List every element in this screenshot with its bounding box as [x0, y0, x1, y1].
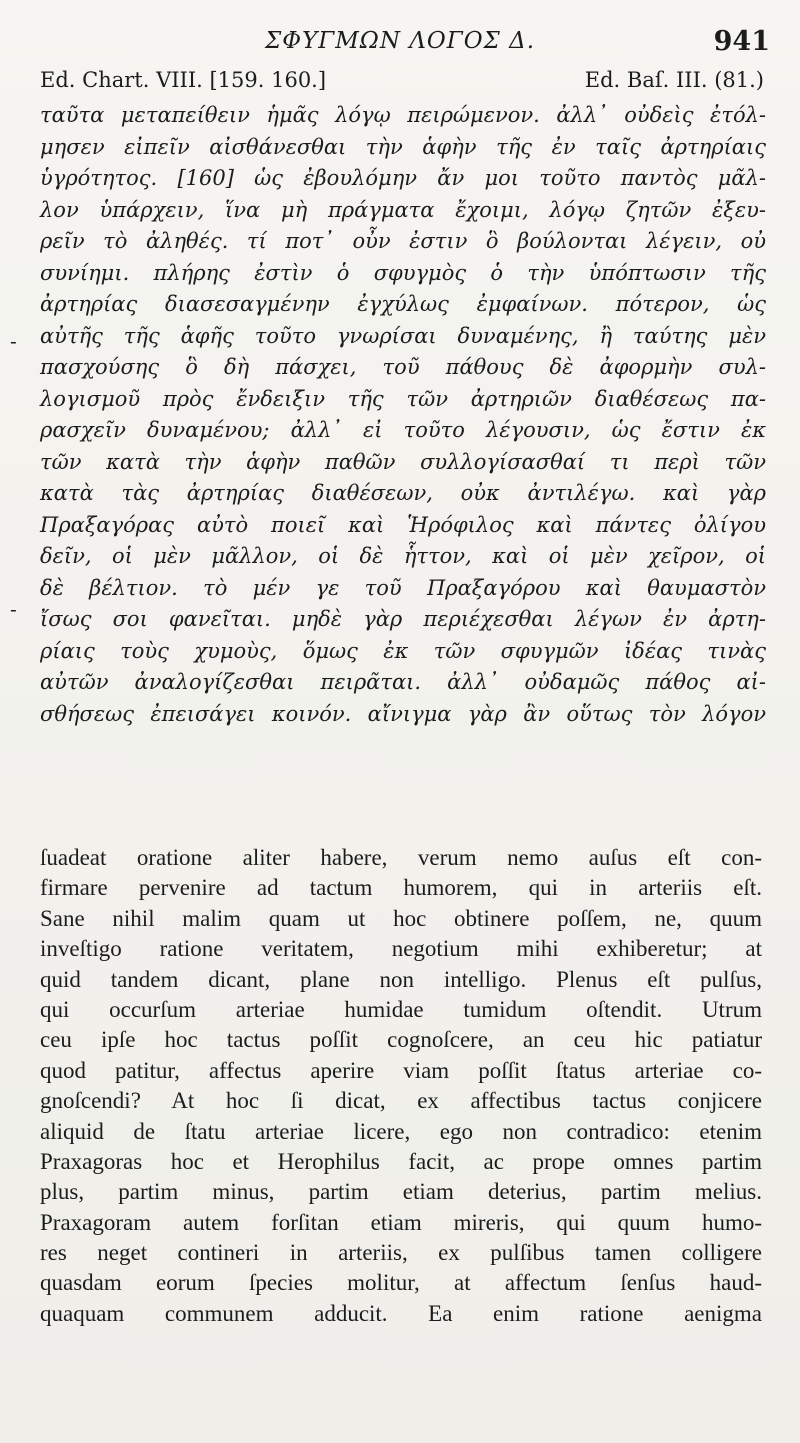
latin-line: quaquam communem adducit. Ea enim ratione aenigma [40, 1300, 762, 1326]
latin-line: aliquid de ſtatu arteriae licere, ego non contradico: etenim [40, 1118, 762, 1144]
greek-line: ἀρτηρίας διασεσαγμένην ἐγχύλως ἐμφαίνων. πότερον, ὡς [40, 292, 766, 316]
greek-line: ταῦτα μεταπείθειν ἡμᾶς λόγῳ πειρώμενον. ἀλλ᾽ οὐδεὶς ἐτόλ- [40, 103, 766, 127]
latin-text-block [40, 843, 762, 1329]
greek-line: Πραξαγόρας αὐτὸ ποιεῖ καὶ Ἡρόφιλος καὶ πάντες ὀλίγου [40, 512, 766, 537]
greek-text-block [40, 100, 766, 730]
greek-line: ρασχεῖν δυναμένου; ἀλλ᾽ εἰ τοῦτο λέγουσιν, ὡς ἔστιν ἐκ [40, 418, 766, 442]
latin-line: Praxagoram autem forſitan etiam mireris, qui quum humo- [40, 1209, 762, 1235]
greek-line: ρίαις τοὺς χυμοὺς, ὅμως ἐκ τῶν σφυγμῶν ἰδέας τινὰς [40, 638, 766, 663]
greek-line: δὲ βέλτιον. τὸ μέν γε τοῦ Πραξαγόρου καὶ θαυμαστὸν [40, 575, 766, 600]
greek-line: κατὰ τὰς ἀρτηρίας διαθέσεων, οὐκ ἀντιλέγω. καὶ γὰρ [40, 481, 766, 505]
greek-line: δεῖν, οἱ μὲν μᾶλλον, οἱ δὲ ἧττον, καὶ οἱ μὲν χεῖρον, οἱ [40, 544, 766, 568]
margin-mark: - [10, 329, 17, 353]
greek-line: σθήσεως ἐπεισάγει κοινόν. αἴνιγμα γὰρ ἂν οὕτως τὸν λόγον [40, 701, 766, 726]
latin-line: gnoſcendi? At hoc ſi dicat, ex affectibus tactus conjicere [40, 1088, 762, 1114]
latin-line: res neget contineri in arteriis, ex pulſibus tamen colligere [40, 1240, 762, 1266]
latin-line: quod patitur, affectus aperire viam poſſit ſtatus arteriae co- [40, 1057, 762, 1083]
latin-line: quid tandem dicant, plane non intelligo. Plenus eſt pulſus, [40, 966, 762, 992]
latin-line: quasdam eorum ſpecies molitur, at affectum ſenſus haud- [40, 1270, 762, 1296]
margin-mark: - [10, 597, 17, 621]
latin-line: ceu ipſe hoc tactus poſſit cognoſcere, an ceu hic patiatur [40, 1027, 762, 1053]
edition-reference-left: Ed. Chart. VIII. [159. 160.] [40, 68, 327, 92]
greek-line: μησεν εἰπεῖν αἰσθάνεσθαι τὴν ἁφὴν τῆς ἐν ταῖς ἀρτηρίαις [40, 134, 766, 159]
greek-line: αὐτῆς τῆς ἁφῆς τοῦτο γνωρίσαι δυναμένης, ἢ ταύτης μὲν [40, 323, 766, 348]
greek-line: ἴσως σοι φανεῖται. μηδὲ γὰρ περιέχεσθαι λέγων ἐν ἀρτη- [40, 607, 766, 631]
greek-line: ρεῖν τὸ ἀληθές. τί ποτ᾽ οὖν ἐστιν ὃ βούλονται λέγειν, οὐ [40, 229, 766, 253]
greek-line: τῶν κατὰ τὴν ἁφὴν παθῶν συλλογίσασθαί τι περὶ τῶν [40, 449, 766, 474]
latin-line: Sane nihil malim quam ut hoc obtinere poſſem, ne, quum [40, 905, 762, 931]
latin-line: ſuadeat oratione aliter habere, verum nemo auſus eſt con- [40, 845, 762, 870]
page-number: 941 [713, 26, 770, 57]
latin-line: inveſtigo ratione veritatem, negotium mihi exhiberetur; at [40, 936, 762, 962]
edition-reference-right: Ed. Baſ. III. (81.) [584, 68, 764, 92]
greek-line: συνίημι. πλήρης ἐστὶν ὁ σφυγμὸς ὁ τὴν ὑπόπτωσιν τῆς [40, 260, 766, 285]
greek-line: πασχούσης ὃ δὴ πάσχει, τοῦ πάθους δὲ ἀφορμὴν συλ- [40, 355, 766, 379]
latin-line: qui occurſum arteriae humidae tumidum oſtendit. Utrum [40, 996, 762, 1022]
greek-line: λον ὑπάρχειν, ἵνα μὴ πράγματα ἔχοιμι, λόγῳ ζητῶν ἐξευ- [40, 197, 766, 222]
latin-line: plus, partim minus, partim etiam deterius, partim melius. [40, 1179, 762, 1205]
greek-line: αὐτῶν ἀναλογίζεσθαι πειρᾶται. ἀλλ᾽ οὐδαμῶς πάθος αἰ- [40, 670, 766, 694]
greek-line: ὑγρότητος. [160] ὡς ἐβουλόμην ἄν μοι τοῦτο παντὸς μᾶλ- [40, 166, 766, 190]
running-head: ΣΦΥΓΜΩΝ ΛΟΓΟΣ Δ. [264, 28, 536, 54]
latin-line: Praxagoras hoc et Herophilus facit, ac prope omnes partim [40, 1148, 762, 1174]
greek-line: λογισμοῦ πρὸς ἔνδειξιν τῆς τῶν ἀρτηριῶν διαθέσεως πα- [40, 386, 766, 411]
latin-line: firmare pervenire ad tactum humorem, qui in arteriis eſt. [40, 875, 762, 901]
